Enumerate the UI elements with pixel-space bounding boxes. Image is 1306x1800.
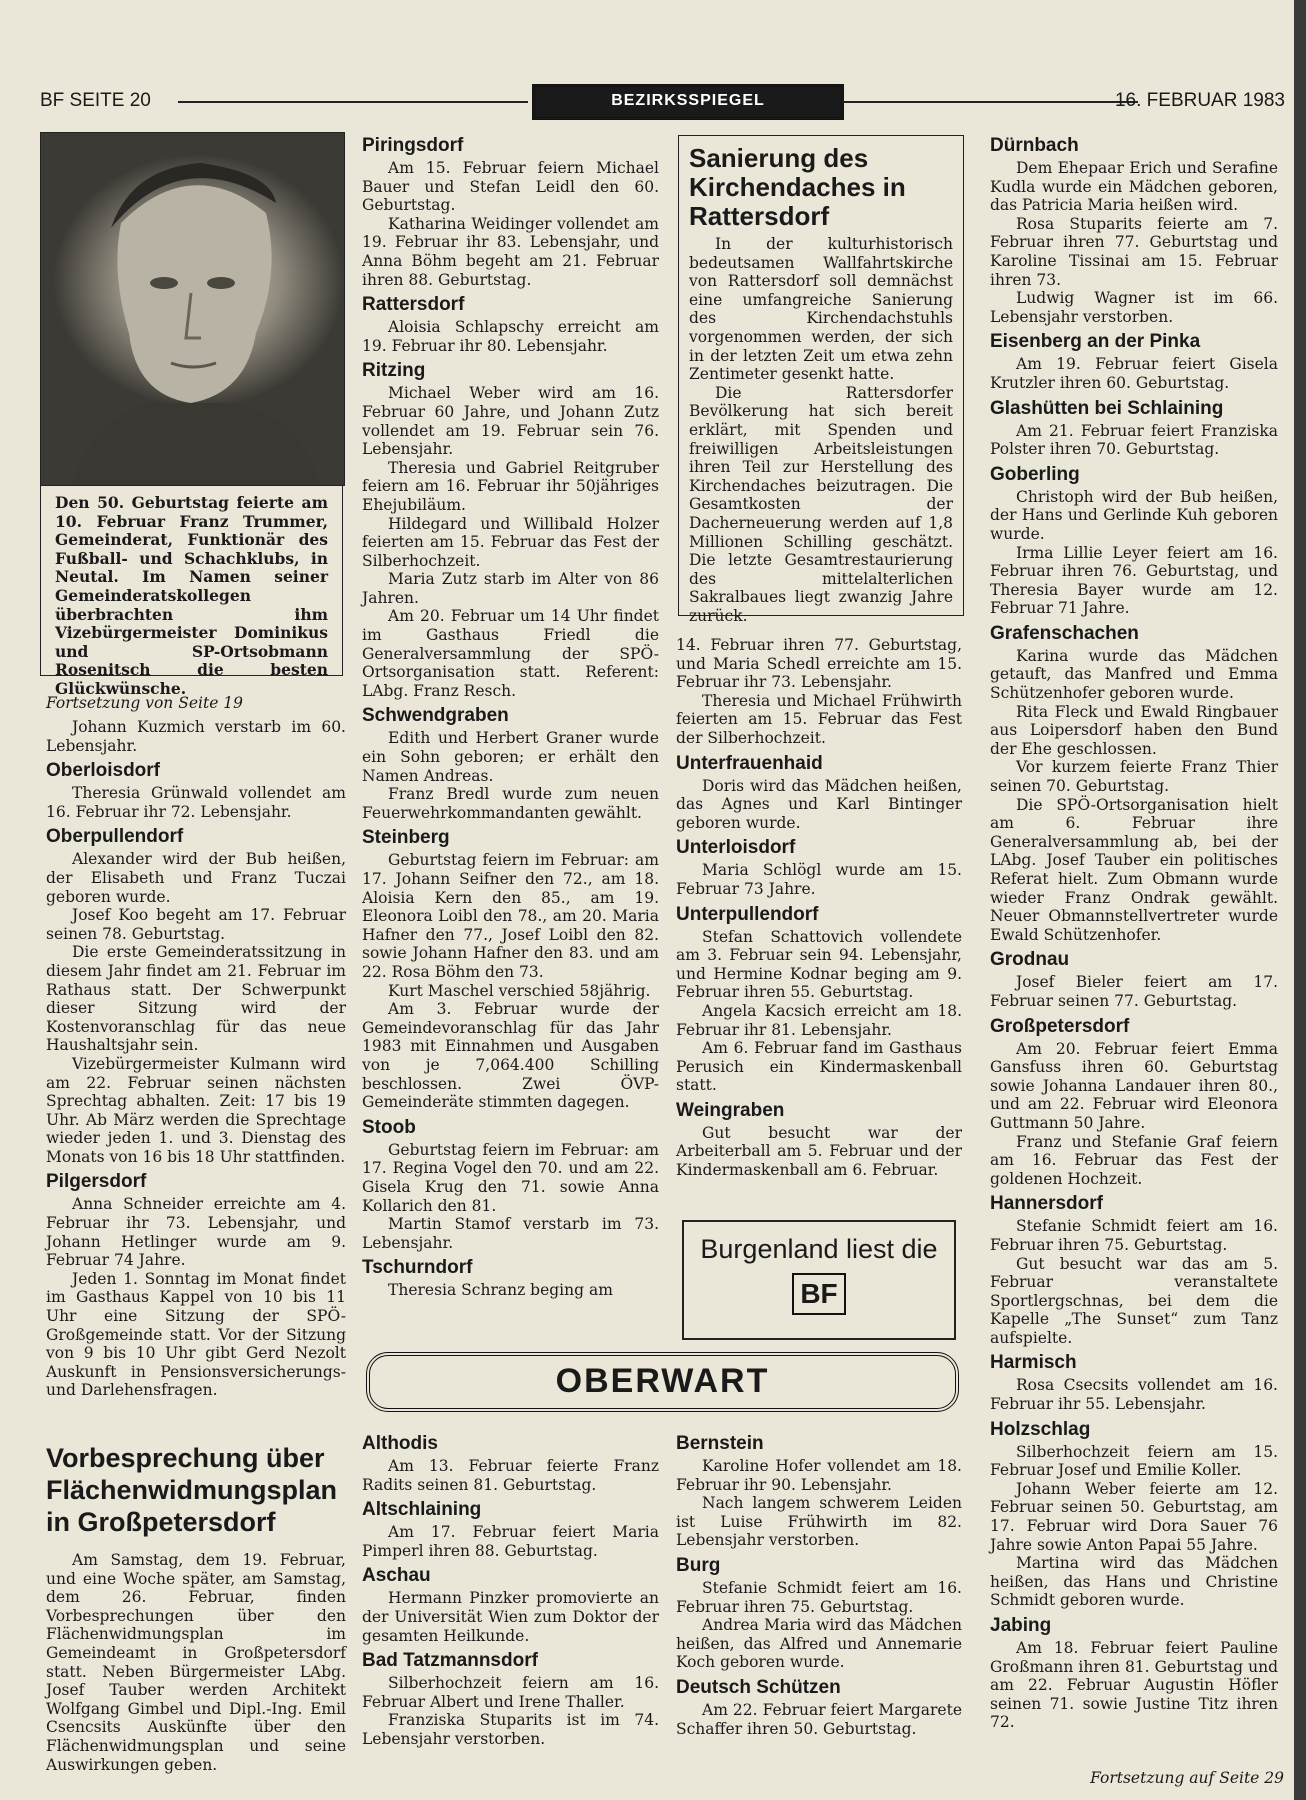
news-paragraph: Rosa Stuparits feierte am 7. Februar ihren 77. Geburtstag und Karoline Tissinai am 15. Februar ihren 73.	[990, 214, 1278, 289]
news-paragraph: Christoph wird der Bub heißen, der Hans und Gerlinde Kuh geboren wurde.	[990, 487, 1278, 543]
place-heading: Piringsdorf	[362, 135, 464, 156]
place-heading: Stoob	[362, 1116, 416, 1138]
boxed-article	[678, 135, 964, 625]
news-paragraph: Franz Bredl wurde zum neuen Feuerwehrkommandanten gewählt.	[362, 785, 659, 822]
news-paragraph: Geburtstag feiern im Februar: am 17. Johann Seifner den 72., am 18. Aloisia Kern den 85., am 19. Eleonora Loibl den 78., am 20. Maria Hafner den 77., Josef Loibl den 82. sowie Johann Hafner den 83. und am 22. Rosa Böhm den 73.	[362, 851, 659, 981]
place-heading: Glashütten bei Schlaining	[990, 397, 1224, 419]
news-paragraph: Theresia Grünwald vollendet am 16. Februar ihr 72. Lebensjahr.	[46, 784, 346, 821]
news-paragraph: Vizebürgermeister Kulmann wird am 22. Februar seinen nächsten Sprechtag abhalten. Zeit: 17 bis 19 Uhr. Ab März werden die Sprechtage wieder jeden 1. und 3. Dienstag des Monats von 16 bis 18 Uhr stattfinden.	[46, 1054, 346, 1166]
header-rule-left	[178, 101, 528, 103]
news-paragraph: Am 13. Februar feierte Franz Radits seinen 81. Geburtstag.	[362, 1457, 659, 1494]
issue-date: 16. FEBRUAR 1983	[1114, 90, 1285, 111]
column-oberpullendorf-1	[46, 718, 346, 1400]
boxed-headline: Sanierung des Kirchendaches in Rattersdorf	[689, 143, 906, 231]
column-oberwart-2	[676, 1428, 962, 1738]
place-heading: Grodnau	[990, 949, 1070, 971]
news-paragraph: Maria Zutz starb im Alter von 86 Jahren.	[362, 570, 659, 607]
news-paragraph: Stefanie Schmidt feiert am 16. Februar ihren 75. Geburtstag.	[990, 1217, 1278, 1254]
news-paragraph: Jeden 1. Sonntag im Monat findet im Gasthaus Kappel von 10 bis 11 Uhr eine Sitzung der SPÖ-Großgemeinde statt. Vor der Sitzung von 9 bis 10 Uhr gibt Gerd Nezolt Auskunft in Pensionsversicherungs- und Darlehensfragen.	[46, 1269, 346, 1400]
news-paragraph: Stefanie Schmidt feiert am 16. Februar ihren 75. Geburtstag.	[676, 1578, 962, 1616]
news-paragraph: Nach langem schwerem Leiden ist Luise Frühwirth im 82. Lebensjahr verstorben.	[676, 1494, 962, 1550]
news-paragraph: Josef Bieler feiert am 17. Februar seinen 77. Geburtstag.	[990, 973, 1278, 1010]
place-heading: Rattersdorf	[362, 294, 465, 316]
place-heading: Schwendgraben	[362, 705, 509, 727]
news-paragraph: Theresia Schranz beging am	[388, 1281, 613, 1300]
news-paragraph: Kurt Maschel verschied 58jährig.	[388, 981, 651, 1000]
place-heading: Weingraben	[676, 1099, 785, 1121]
news-paragraph: Vor kurzem feierte Franz Thier seinen 70. Geburtstag.	[990, 758, 1278, 796]
place-heading: Harmisch	[990, 1352, 1077, 1374]
news-paragraph: Anna Schneider erreichte am 4. Februar ihr 73. Lebensjahr, und Johann Hetlinger wurde am 9. Februar 74 Jahre.	[46, 1195, 346, 1270]
news-paragraph: Michael Weber wird am 16. Februar 60 Jahre, und Johann Zutz vollendet am 19. Februar sein 76. Lebensjahr.	[362, 384, 659, 459]
place-heading: Tschurndorf	[362, 1257, 473, 1279]
news-paragraph: Am 15. Februar feiern Michael Bauer und Stefan Leidl den 60. Geburtstag.	[362, 159, 659, 215]
news-paragraph: Karina wurde das Mädchen getauft, das Manfred und Emma Schützenhofer geboren wurde.	[990, 646, 1278, 703]
news-paragraph: Andrea Maria wird das Mädchen heißen, das Alfred und Annemarie Koch geboren wurde.	[676, 1616, 962, 1672]
news-paragraph: Johann Weber feierte am 12. Februar seinen 50. Geburtstag, am 17. Februar wird Dora Sauer 76 Jahre sowie Anton Papai 55 Jahre.	[990, 1479, 1278, 1554]
place-heading: Altschlaining	[362, 1499, 482, 1521]
news-paragraph: Am 17. Februar feiert Maria Pimperl ihren 88. Geburtstag.	[362, 1523, 659, 1560]
news-paragraph: Silberhochzeit feiern am 15. Februar Josef und Emilie Koller.	[990, 1442, 1278, 1480]
header-rule-right	[842, 101, 1138, 103]
district-banner: OBERWART	[366, 1352, 959, 1412]
news-paragraph: Martin Stamof verstarb im 73. Lebensjahr.	[362, 1215, 659, 1252]
page-header	[40, 84, 1285, 118]
portrait-photo	[40, 132, 345, 486]
place-heading: Goberling	[990, 463, 1080, 485]
column-oberwart-3	[990, 130, 1278, 1732]
place-heading: Jabing	[990, 1615, 1052, 1636]
boxed-paragraph: In der kulturhistorisch bedeutsamen Wallfahrtskirche von Rattersdorf soll demnächst eine umfangreiche Sanierung des Kirchendachstuhls vorgenommen werden, der sich in der letzten Zeit um etwa zehn Zentimeter gesenkt hatte.	[689, 235, 953, 384]
news-paragraph: Die SPÖ-Ortsorganisation hielt am 6. Februar ihre Generalversammlung ab, bei der LAbg. Josef Tauber ein politisches Referat hielt. Zum Obmann wurde wieder Franz Ondrak gewählt. Neuer Obmannstellvertreter wurde Ewald Schützenhofer.	[990, 795, 1278, 944]
intro-paragraph: Johann Kuzmich verstarb im 60. Lebensjahr.	[46, 718, 346, 755]
continued-on: Fortsetzung auf Seite 29	[1090, 1769, 1284, 1787]
section-masthead: BEZIRKSSPIEGEL	[532, 84, 844, 120]
news-paragraph: Irma Lillie Leyer feiert am 16. Februar ihren 76. Geburtstag, und Theresia Bayer wurde am 12. Februar 71 Jahre.	[990, 543, 1278, 618]
news-paragraph: Am 20. Februar feiert Emma Gansfuss ihren 60. Geburtstag sowie Johanna Landauer ihren 80., und am 22. Februar wird Eleonora Guttmann 50 Jahre.	[990, 1039, 1278, 1132]
news-paragraph: Alexander wird der Bub heißen, der Elisabeth und Franz Tuczai geboren wurde.	[46, 850, 346, 906]
news-paragraph: Theresia und Gabriel Reitgruber feiern am 16. Februar ihr 50jähriges Ehejubiläum.	[362, 458, 659, 514]
column-oberpullendorf-2	[362, 130, 659, 1300]
boxed-paragraph: Die Rattersdorfer Bevölkerung hat sich bereit erklärt, mit Spenden und freiwilligen Arbeitsleistungen ihren Teil zur Herstellung des Kirchendaches beizutragen. Die Gesamtkosten der Dacherneuerung werden auf 1,8 Millionen Schilling geschätzt. Die letzte Gesamtrestaurierung des mittelalterlichen Sakralbaues liegt zwanzig Jahre zurück.	[689, 383, 953, 625]
news-paragraph: Gut besucht war das am 5. Februar veranstaltete Sportlergschnas, bei dem die Kapelle „The Sunset“ zum Tanz aufspielte.	[990, 1254, 1278, 1347]
story-body	[46, 1551, 346, 1774]
place-heading: Deutsch Schützen	[676, 1676, 841, 1698]
news-paragraph: Am 22. Februar feiert Margarete Schaffer ihren 50. Geburtstag.	[676, 1700, 962, 1738]
news-paragraph: Hermann Pinzker promovierte an der Universität Wien zum Doktor der gesamten Heilkunde.	[362, 1589, 659, 1645]
advertisement	[682, 1220, 956, 1340]
news-paragraph: Am 18. Februar feiert Pauline Großmann ihren 81. Geburtstag und am 22. Februar Augustin Höfler seinen 71. sowie Justine Titz ihren 72.	[990, 1639, 1278, 1732]
place-heading: Pilgersdorf	[46, 1171, 147, 1193]
place-heading: Hannersdorf	[990, 1193, 1103, 1215]
news-paragraph: Silberhochzeit feiern am 16. Februar Albert und Irene Thaller.	[362, 1674, 659, 1711]
place-heading: Oberloisdorf	[46, 760, 161, 782]
portrait-image	[41, 133, 344, 485]
photo-caption: Den 50. Geburtstag feierte am 10. Februar Franz Trummer, Gemeinderat, Funktionär des Fußball- und Schachklubs, in Neutal. Im Namen seiner Gemeinderatskollegen überbrachten ihm Vizebürgermeister Dominikus und SP-Ortsobmann Rosenitsch die besten Glückwünsche.	[40, 484, 343, 676]
news-paragraph: Ludwig Wagner ist im 66. Lebensjahr verstorben.	[990, 289, 1278, 326]
news-paragraph: Franziska Stuparits ist im 74. Lebensjahr verstorben.	[362, 1711, 659, 1748]
news-paragraph: Am 20. Februar um 14 Uhr findet im Gasthaus Friedl die Generalversammlung der SPÖ-Ortsorganisation statt. Referent: LAbg. Franz Resch.	[362, 607, 659, 700]
news-paragraph: Rita Fleck und Ewald Ringbauer aus Loipersdorf haben den Bund der Ehe geschlossen.	[990, 702, 1278, 758]
place-heading: Burg	[676, 1554, 721, 1576]
story-paragraph: Am Samstag, dem 19. Februar, und eine Woche später, am Samstag, dem 26. Februar, finden Vorbesprechungen über den Flächenwidmungsplan im Gemeindeamt in Großpetersdorf statt. Neben Bürgermeister LAbg. Josef Tauber werden Architekt Wolfgang Gimbel und Dipl.-Ing. Emil Csencsits Auskünfte über den Flächenwidmungsplan und seine Auswirkungen geben.	[46, 1551, 346, 1774]
place-heading: Steinberg	[362, 827, 450, 849]
place-heading: Althodis	[362, 1433, 438, 1454]
place-heading: Bad Tatzmannsdorf	[362, 1650, 538, 1672]
news-paragraph: Theresia und Michael Frühwirth feierten am 15. Februar das Fest der Silberhochzeit.	[676, 691, 962, 747]
news-paragraph: Hildegard und Willibald Holzer feierten am 15. Februar das Fest der Silberhochzeit.	[362, 514, 659, 570]
column-oberwart-1	[362, 1428, 659, 1749]
news-paragraph: Aloisia Schlapschy erreicht am 19. Februar ihr 80. Lebensjahr.	[362, 318, 659, 355]
place-heading: Unterpullendorf	[676, 903, 819, 925]
news-paragraph: Geburtstag feiern im Februar: am 17. Regina Vogel den 70. und am 22. Gisela Krug den 71. sowie Anna Kollarich den 81.	[362, 1140, 659, 1215]
page-number: BF SEITE 20	[40, 90, 151, 111]
news-paragraph: Josef Koo begeht am 17. Februar seinen 78. Geburtstag.	[46, 906, 346, 943]
bf-logo: BF	[792, 1273, 845, 1315]
news-paragraph: 14. Februar ihren 77. Geburtstag, und Maria Schedl erreichte am 15. Februar ihr 73. Lebensjahr.	[676, 636, 962, 692]
place-heading: Großpetersdorf	[990, 1015, 1130, 1037]
ad-text: Burgenland liest die	[700, 1234, 938, 1264]
news-paragraph: Karoline Hofer vollendet am 18. Februar ihr 90. Lebensjahr.	[676, 1457, 962, 1494]
news-paragraph: Gut besucht war der Arbeiterball am 5. Februar und der Kindermaskenball am 6. Februar.	[676, 1123, 962, 1180]
news-paragraph: Doris wird das Mädchen heißen, das Agnes und Karl Bintinger geboren wurde.	[676, 776, 962, 832]
news-paragraph: Angela Kacsich erreicht am 18. Februar ihr 81. Lebensjahr.	[676, 1001, 962, 1039]
news-paragraph: Am 6. Februar fand im Gasthaus Perusich ein Kindermaskenball statt.	[676, 1039, 962, 1095]
news-paragraph: Franz und Stefanie Graf feiern am 16. Februar das Fest der goldenen Hochzeit.	[990, 1132, 1278, 1188]
news-paragraph: Am 3. Februar wurde der Gemeindevoranschlag für das Jahr 1983 mit Einnahmen und Ausgaben von je 7,064.400 Schilling beschlossen. Zwei ÖVP-Gemeinderäte stimmten dagegen.	[362, 1000, 659, 1112]
news-paragraph: Dem Ehepaar Erich und Serafine Kudla wurde ein Mädchen geboren, das Patricia Maria heißen wird.	[990, 159, 1278, 215]
place-heading: Holzschlag	[990, 1418, 1091, 1440]
news-paragraph: Martina wird das Mädchen heißen, das Hans und Christine Schmidt geboren wurde.	[990, 1554, 1278, 1610]
continued-from: Fortsetzung von Seite 19	[46, 694, 244, 712]
story-headline: Vorbesprechung über Flächenwidmungsplan in Großpetersdorf	[46, 1443, 338, 1537]
news-paragraph: Am 21. Februar feiert Franziska Polster ihren 70. Geburtstag.	[990, 421, 1278, 459]
news-paragraph: Rosa Csecsits vollendet am 16. Februar ihr 55. Lebensjahr.	[990, 1376, 1278, 1414]
place-heading: Unterloisdorf	[676, 837, 796, 859]
place-heading: Aschau	[362, 1565, 431, 1587]
place-heading: Dürnbach	[990, 135, 1079, 156]
place-heading: Ritzing	[362, 360, 426, 382]
place-heading: Bernstein	[676, 1433, 764, 1454]
news-paragraph: Katharina Weidinger vollendet am 19. Februar ihr 83. Lebensjahr, und Anna Böhm begeht am 21. Februar ihren 88. Geburtstag.	[362, 214, 659, 289]
place-heading: Unterfrauenhaid	[676, 752, 823, 774]
news-paragraph: Die erste Gemeinderatssitzung in diesem Jahr findet am 21. Februar im Rathaus statt. Der Schwerpunkt dieser Sitzung wird der Kostenvoranschlag für das neue Haushaltsjahr sein.	[46, 943, 346, 1055]
page-edge	[1294, 0, 1306, 1800]
place-heading: Oberpullendorf	[46, 826, 184, 848]
news-paragraph: Edith und Herbert Graner wurde ein Sohn geboren; er erhält den Namen Andreas.	[362, 729, 659, 785]
news-paragraph: Maria Schlögl wurde am 15. Februar 73 Jahre.	[676, 861, 962, 898]
place-heading: Grafenschachen	[990, 622, 1139, 644]
news-paragraph: Am 19. Februar feiert Gisela Krutzler ihren 60. Geburtstag.	[990, 355, 1278, 392]
place-heading: Eisenberg an der Pinka	[990, 331, 1201, 353]
column-oberpullendorf-3	[676, 636, 962, 1180]
news-paragraph: Stefan Schattovich vollendete am 3. Februar sein 94. Lebensjahr, und Hermine Kodnar beging am 9. Februar ihren 55. Geburtstag.	[676, 927, 962, 1002]
